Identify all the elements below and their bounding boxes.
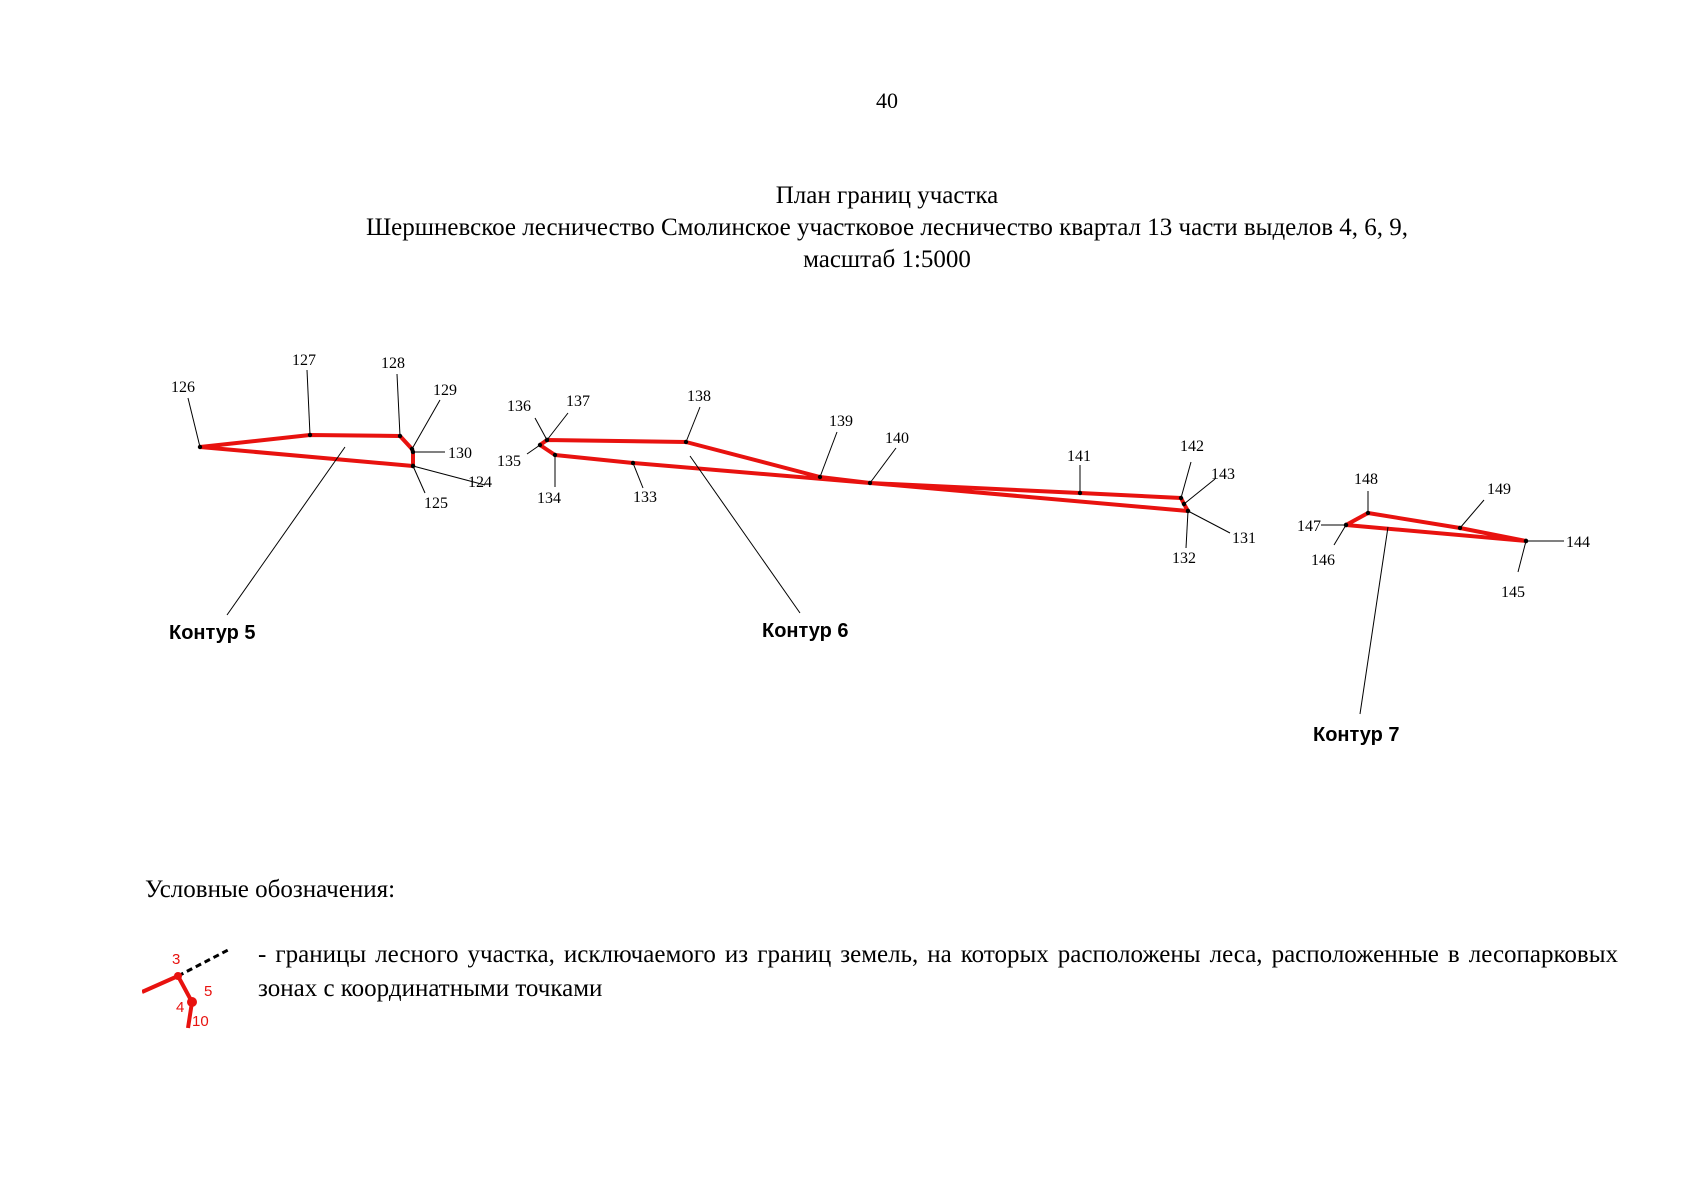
- contour-callout-line: [227, 447, 345, 615]
- point-label-130: 130: [448, 445, 472, 462]
- vertex-marker: [1186, 509, 1190, 513]
- vertex-marker: [198, 445, 202, 449]
- vertex-marker: [308, 433, 312, 437]
- point-leader-line: [686, 407, 700, 442]
- point-label-145: 145: [1501, 584, 1525, 601]
- vertex-marker: [868, 481, 872, 485]
- legend-label-3: 3: [172, 951, 181, 968]
- vertex-marker: [545, 438, 549, 442]
- vertex-marker: [1182, 502, 1186, 506]
- vertex-marker: [553, 453, 557, 457]
- contour-boundary: [200, 435, 413, 466]
- point-label-144: 144: [1566, 534, 1590, 551]
- point-leader-line: [527, 445, 540, 454]
- legend-heading: Условные обозначения:: [145, 876, 396, 903]
- legend-label-5: 5: [204, 983, 213, 1000]
- point-leader-line: [547, 413, 568, 440]
- point-label-136: 136: [507, 398, 531, 415]
- vertex-marker: [1458, 526, 1462, 530]
- vertex-marker: [1344, 523, 1348, 527]
- vertex-marker: [684, 440, 688, 444]
- contour-label: Контур 6: [762, 620, 849, 642]
- point-label-139: 139: [829, 413, 853, 430]
- title-line-2: Шершневское лесничество Смолинское участковое лесничество квартал 13 части выделов 4, 6, 9,: [365, 214, 1409, 241]
- point-label-143: 143: [1211, 466, 1235, 483]
- vertex-marker: [411, 464, 415, 468]
- vertex-marker: [538, 443, 542, 447]
- point-label-125: 125: [424, 495, 448, 512]
- contour-callout-line: [1360, 527, 1388, 714]
- point-label-138: 138: [687, 388, 711, 405]
- point-leader-line: [1186, 511, 1188, 548]
- point-label-148: 148: [1354, 471, 1378, 488]
- point-label-149: 149: [1487, 481, 1511, 498]
- point-label-134: 134: [537, 490, 561, 507]
- point-leader-line: [1188, 511, 1230, 533]
- point-leader-line: [535, 418, 547, 440]
- point-leader-line: [413, 466, 425, 493]
- legend-label-10: 10: [192, 1013, 209, 1030]
- point-leader-line: [633, 463, 643, 488]
- point-leader-line: [307, 370, 310, 435]
- title-line-1: План границ участка: [775, 182, 999, 209]
- vertex-marker: [631, 461, 635, 465]
- contour-label: Контур 5: [169, 622, 256, 644]
- vertex-marker: [398, 434, 402, 438]
- point-leader-line: [412, 400, 440, 449]
- point-leader-line: [188, 398, 200, 447]
- point-label-135: 135: [497, 453, 521, 470]
- legend-point-4: [187, 997, 197, 1007]
- point-label-147: 147: [1297, 518, 1321, 535]
- point-leader-line: [1334, 525, 1346, 545]
- point-leader-line: [397, 374, 400, 436]
- point-label-133: 133: [633, 489, 657, 506]
- legend-boundary-symbol: [142, 940, 232, 1030]
- contour-boundary: [1346, 513, 1526, 541]
- point-leader-line: [820, 432, 837, 477]
- point-label-129: 129: [433, 382, 457, 399]
- point-label-127: 127: [292, 352, 316, 369]
- point-label-140: 140: [885, 430, 909, 447]
- page-number: 40: [876, 88, 898, 113]
- point-label-137: 137: [566, 393, 590, 410]
- point-label-132: 132: [1172, 550, 1196, 567]
- point-label-146: 146: [1311, 552, 1335, 569]
- point-label-141: 141: [1067, 448, 1091, 465]
- point-leader-line: [1181, 462, 1191, 498]
- legend-dashed-line: [178, 950, 228, 976]
- point-label-126: 126: [171, 379, 195, 396]
- legend-red-boundary: [142, 976, 192, 1028]
- point-label-124: 124: [468, 474, 492, 491]
- vertex-marker: [1078, 491, 1082, 495]
- point-label-131: 131: [1232, 530, 1256, 547]
- point-label-142: 142: [1180, 438, 1204, 455]
- contour-label: Контур 7: [1313, 724, 1400, 746]
- point-leader-line: [1460, 500, 1484, 528]
- vertex-marker: [411, 450, 415, 454]
- vertex-marker: [1179, 496, 1183, 500]
- vertex-marker: [818, 475, 822, 479]
- legend-description: - границы лесного участка, исключаемого из границ земель, на которых расположены леса, расположенные в лесопарковых зонах с координатными точками: [258, 941, 1618, 1002]
- contour-callout-line: [690, 456, 800, 613]
- title-line-3: масштаб 1:5000: [803, 246, 971, 273]
- point-leader-line: [870, 448, 896, 483]
- vertex-marker: [1366, 511, 1370, 515]
- legend-label-4: 4: [176, 999, 185, 1016]
- point-leader-line: [1518, 541, 1526, 572]
- legend-point-3: [174, 972, 182, 980]
- point-label-128: 128: [381, 355, 405, 372]
- vertex-marker: [1524, 539, 1528, 543]
